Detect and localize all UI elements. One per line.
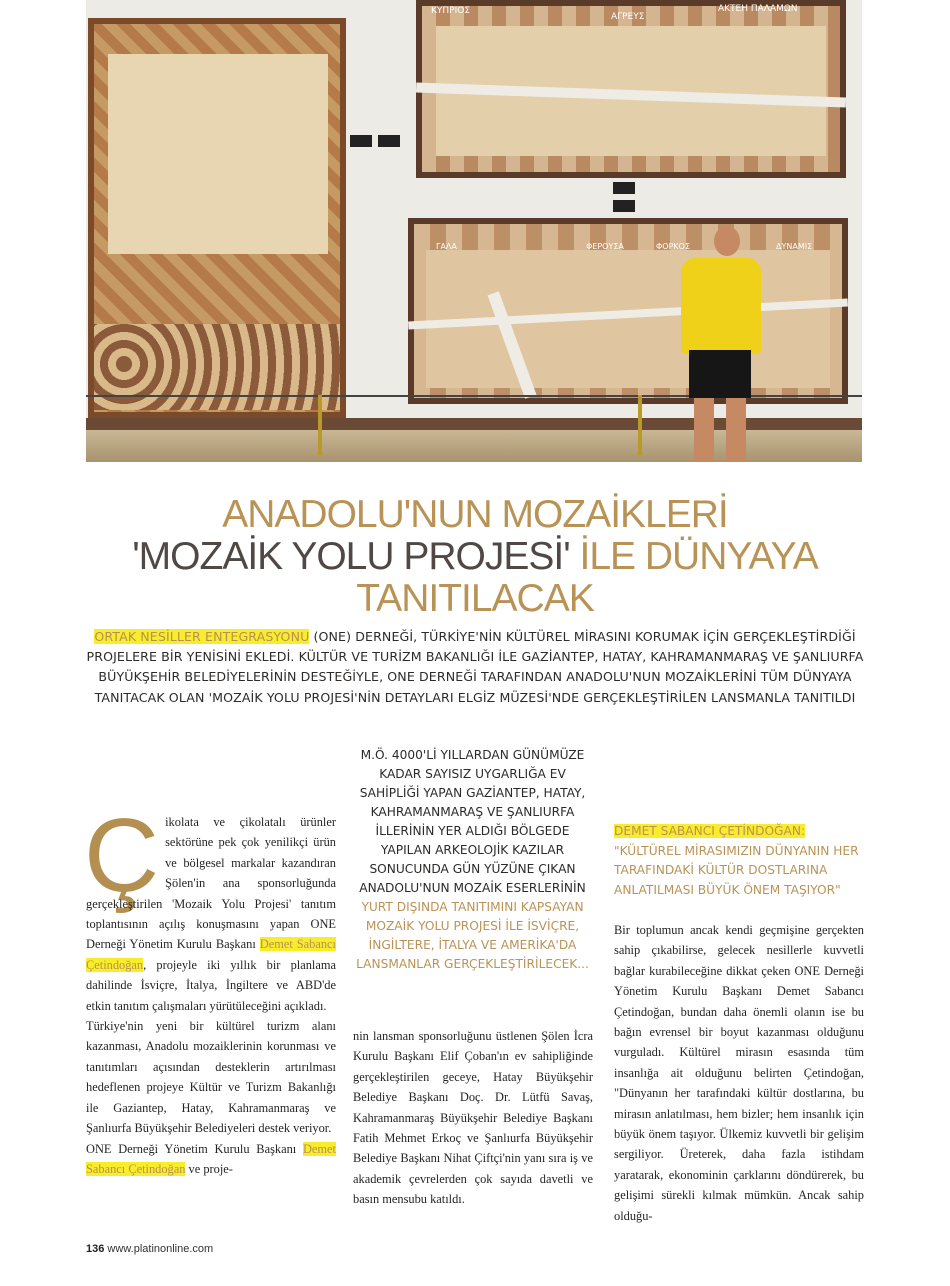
mosaic-inscription: ΔΥΝΑΜΙΣ (776, 242, 813, 251)
mosaic-inscription: ΓΑΛΑ (436, 242, 457, 251)
pull-quote-text: M.Ö. 4000'Lİ YILLARDAN GÜNÜMÜZE KADAR SAYISIZ UYGARLIĞA EV SAHİPLİĞİ YAPAN GAZİANTEP, HATAY, KAHRAMANMARAŞ VE ŞANLIURFA İLLERİNİN YER ALDIĞI BÖLGEDE YAPILAN ARKEOLOJİK KAZILAR SONUCUNDA GÜN YÜZÜNE ÇIKAN ANADOLU'NUN MOZAİK ESERLERİNİN (359, 748, 586, 895)
paragraph-text: , projeyle iki yıllık bir planlama dahilinde İsviçre, İtalya, İngiltere ve ABD'de etkin tanıtım çalışmaları yürütüleceğini açıkladı. (86, 957, 336, 1013)
footer-website: www.platinonline.com (107, 1243, 214, 1255)
mosaic-inscription: ΚΥΠΡΙΟΣ (431, 6, 471, 16)
body-column-2 (353, 1026, 593, 1210)
paragraph-text: ONE Derneği Yönetim Kurulu Başkanı (86, 1141, 303, 1156)
museum-label (613, 200, 635, 212)
lead-highlight: ORTAK NESİLLER ENTEGRASYONU (94, 629, 310, 644)
title-project-name: 'MOZAİK YOLU PROJESİ' (132, 535, 570, 578)
highlighted-name: Demet Sabancı Çetindoğan (86, 937, 336, 972)
visitor-head (714, 226, 740, 256)
museum-label (613, 182, 635, 194)
paragraph: Bir toplumun ancak kendi geçmişine gerçekten sahip çıkabilirse, gelecek nesillerle kuvvetli bağlar kurabileceğine dikkat çeken ONE Derneği Yönetim Kurulu Başkanı Demet Sabancı Çetindoğan, bundan daha önemli olanın ise bu bağın evrensel bir boyut kazanması olduğunu vurguladı. Kültürel mirasın esasında tüm insanlığa ait olduğunu belirten Çetindoğan, "Dünyanın her tarafındaki kültür dostlarına, bu mirasın anlatılması, hem bizler; hem insanlık için büyük önem taşıyor. Ülkemiz kuvvetli bir gelişim sergiliyor. Üreterek, daha fazla istihdam yaratarak, ekonominin çarklarını döndürerek, bu gelişimi sürekli kılmak mümkün. Ancak sahip olduğu- (614, 923, 864, 1223)
paragraph-text: ikolata ve çikolatalı ürünler sektörüne pek çok yenilikçi ürün ve bölgesel markalar kazandıran Şölen'in ana sponsorluğunda gerçekleştirilen 'Mozaik Yolu Projesi' tanıtım toplantısının açılış konuşmasını yapan ONE Derneği Yönetim Kurulu Başkanı (86, 815, 336, 952)
pull-quote-highlight: YURT DIŞINDA TANITIMINI KAPSAYAN MOZAİK YOLU PROJESİ İLE İSVİÇRE, İNGİLTERE, İTALYA VE AMERİKA'DA LANSMANLAR GERÇEKLEŞTİRİLECEK... (356, 900, 589, 971)
body-column-3 (614, 920, 864, 1226)
paragraph-text: ve proje- (185, 1161, 233, 1176)
body-column-1 (84, 798, 336, 1179)
article-lead (70, 627, 880, 708)
page-footer (86, 1243, 213, 1255)
museum-label (378, 135, 400, 147)
pull-quote (350, 746, 595, 974)
mosaic-inscription: ΦΟΡΚΟΣ (656, 242, 691, 251)
mosaic-panel-left (88, 18, 346, 418)
section-subhead (614, 822, 869, 900)
subhead-quote: "KÜLTÜREL MİRASIMIZIN DÜNYANIN HER TARAFINDAKİ KÜLTÜR DOSTLARINA ANLATILMASI BÜYÜK ÖNEM TAŞIYOR" (614, 843, 859, 897)
visitor-legs (694, 398, 746, 462)
article-title (40, 494, 910, 620)
drop-cap: Ç (84, 798, 160, 914)
title-line-1: ANADOLU'NUN MOZAİKLERİ (222, 493, 728, 536)
mosaic-inscription: ΑΚΤΕΗ ΠΑΛΑΜΩΝ (718, 4, 798, 14)
title-line-3: TANITILACAK (356, 577, 594, 620)
title-line-2 (40, 536, 910, 578)
page-number: 136 (86, 1243, 105, 1255)
paragraph (86, 1139, 336, 1180)
paragraph (84, 798, 336, 1016)
mosaic-inscription: ΑΓΡΕΥΣ (611, 12, 645, 22)
visitor-shirt (681, 258, 761, 354)
hero-photo (86, 0, 862, 462)
paragraph: nin lansman sponsorluğunu üstlenen Şölen İcra Kurulu Başkanı Elif Çoban'ın ev sahipliğinde gerçekleştirilen geceye, Hatay Büyükşehir Belediye Başkanı Doç. Dr. Lütfü Savaş, Kahramanmaraş Büyükşehir Belediye Başkanı Fatih Mehmet Erkoç ve Şanlıurfa Büyükşehir Belediye Başkanı Nihat Çiftçi'nin yanı sıra iş ve akademik çevrelerden çok sayıda davetli ve basın mensubu katıldı. (353, 1029, 593, 1207)
mosaic-inscription: ΦΕΡΟΥΣΑ (586, 242, 624, 251)
highlighted-name: Demet Sabancı Çetindoğan (86, 1141, 336, 1176)
paragraph: Türkiye'nin yeni bir kültürel turizm alanı kazanması, Anadolu mozaiklerinin korunması ve tanıtımları açısından desteklerin artırılması hedeflenen projeye Kültür ve Turizm Bakanlığı ile Gaziantep, Hatay, Kahramanmaraş ve Şanlıurfa Büyükşehir Belediyeleri destek veriyor. (86, 1019, 336, 1136)
subhead-name: DEMET SABANCI ÇETİNDOĞAN: (614, 824, 806, 838)
museum-label (350, 135, 372, 147)
lead-text: (ONE) DERNEĞİ, TÜRKİYE'NİN KÜLTÜREL MİRASINI KORUMAK İÇİN GERÇEKLEŞTİRDİĞİ PROJELERE BİR YENİSİNİ EKLEDİ. KÜLTÜR VE TURİZM BAKANLIĞI İLE GAZİANTEP, HATAY, KAHRAMANMARAŞ VE ŞANLIURFA BÜYÜKŞEHİR BELEDİYELERİNİN DESTEĞİYLE, ONE DERNEĞİ TARAFINDAN ANADOLU'NUN MOZAİKLERİNİ TÜM DÜNYAYA TANITACAK OLAN 'MOZAİK YOLU PROJESİ'NİN DETAYLARI ELGİZ MÜZESİ'NDE GERÇEKLEŞTİRİLEN LANSMANLA TANITILDI (86, 629, 864, 705)
visitor-shorts (689, 350, 751, 398)
title-line-2-rest: İLE DÜNYAYA (569, 535, 818, 578)
